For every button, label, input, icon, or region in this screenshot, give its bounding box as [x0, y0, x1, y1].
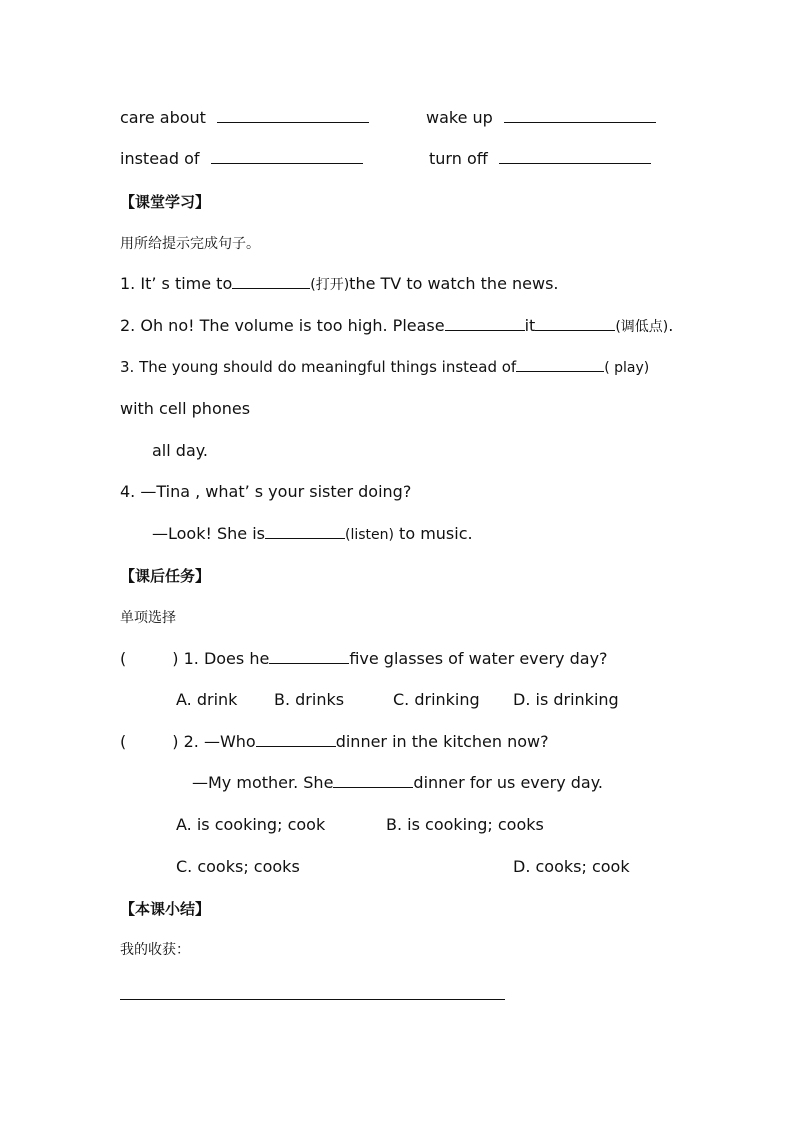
answer-blank[interactable] — [217, 108, 369, 123]
summary-label: 我的收获： — [120, 942, 190, 958]
option-a[interactable]: A. is cooking; cook — [176, 815, 326, 834]
answer-blank[interactable] — [265, 524, 345, 539]
mc-question-2: ( ) 2. —Who dinner in the kitchen now? — [120, 732, 549, 751]
section-header-homework: 【课后任务】 — [120, 567, 211, 585]
option-d[interactable]: D. is drinking — [513, 690, 619, 709]
instruction-text: 用所给提示完成句子。 — [120, 236, 260, 252]
question-3-continued: with cell phones — [120, 399, 251, 418]
instruction-text: 单项选择 — [120, 610, 176, 626]
option-c[interactable]: C. cooks; cooks — [176, 857, 300, 876]
question-4-answer: —Look! She is (listen) to music. — [152, 524, 473, 543]
option-b[interactable]: B. is cooking; cooks — [386, 815, 544, 834]
option-b[interactable]: B. drinks — [274, 690, 345, 709]
vocab-item-turn-off: turn off — [429, 149, 651, 169]
section-header-summary: 【本课小结】 — [120, 900, 211, 918]
mc-options-1 — [0, 690, 794, 710]
answer-blank[interactable] — [269, 649, 349, 664]
mc-options-2-row1 — [0, 815, 794, 835]
option-a[interactable]: A. drink — [176, 690, 238, 709]
question-3-end: all day. — [152, 441, 209, 460]
vocab-item-instead-of: instead of — [120, 149, 363, 169]
answer-blank[interactable] — [256, 732, 336, 747]
vocab-item-wake-up: wake up — [426, 108, 656, 128]
vocab-item-care-about: care about — [120, 108, 369, 128]
question-3: 3. The young should do meaningful things instead of ( play) — [120, 358, 650, 376]
section-header-classroom: 【课堂学习】 — [120, 193, 211, 211]
mc-question-2-line2: —My mother. She dinner for us every day. — [192, 773, 603, 792]
answer-blank[interactable] — [333, 773, 413, 788]
summary-answer-line[interactable] — [120, 999, 505, 1000]
mc-options-2-row2 — [0, 857, 794, 877]
answer-blank[interactable] — [232, 274, 310, 289]
answer-blank[interactable] — [499, 149, 651, 164]
option-d[interactable]: D. cooks; cook — [513, 857, 630, 876]
option-c[interactable]: C. drinking — [393, 690, 480, 709]
question-4: 4. —Tina , what’ s your sister doing? — [120, 482, 412, 501]
answer-blank[interactable] — [504, 108, 656, 123]
answer-blank[interactable] — [445, 316, 525, 331]
answer-blank[interactable] — [516, 357, 604, 372]
answer-blank[interactable] — [211, 149, 363, 164]
question-2: 2. Oh no! The volume is too high. Please it (调低点). — [120, 316, 674, 335]
mc-question-1: ( ) 1. Does he five glasses of water every day? — [120, 649, 608, 668]
answer-blank[interactable] — [535, 316, 615, 331]
question-1: 1. It’ s time to (打开)the TV to watch the news. — [120, 274, 559, 293]
